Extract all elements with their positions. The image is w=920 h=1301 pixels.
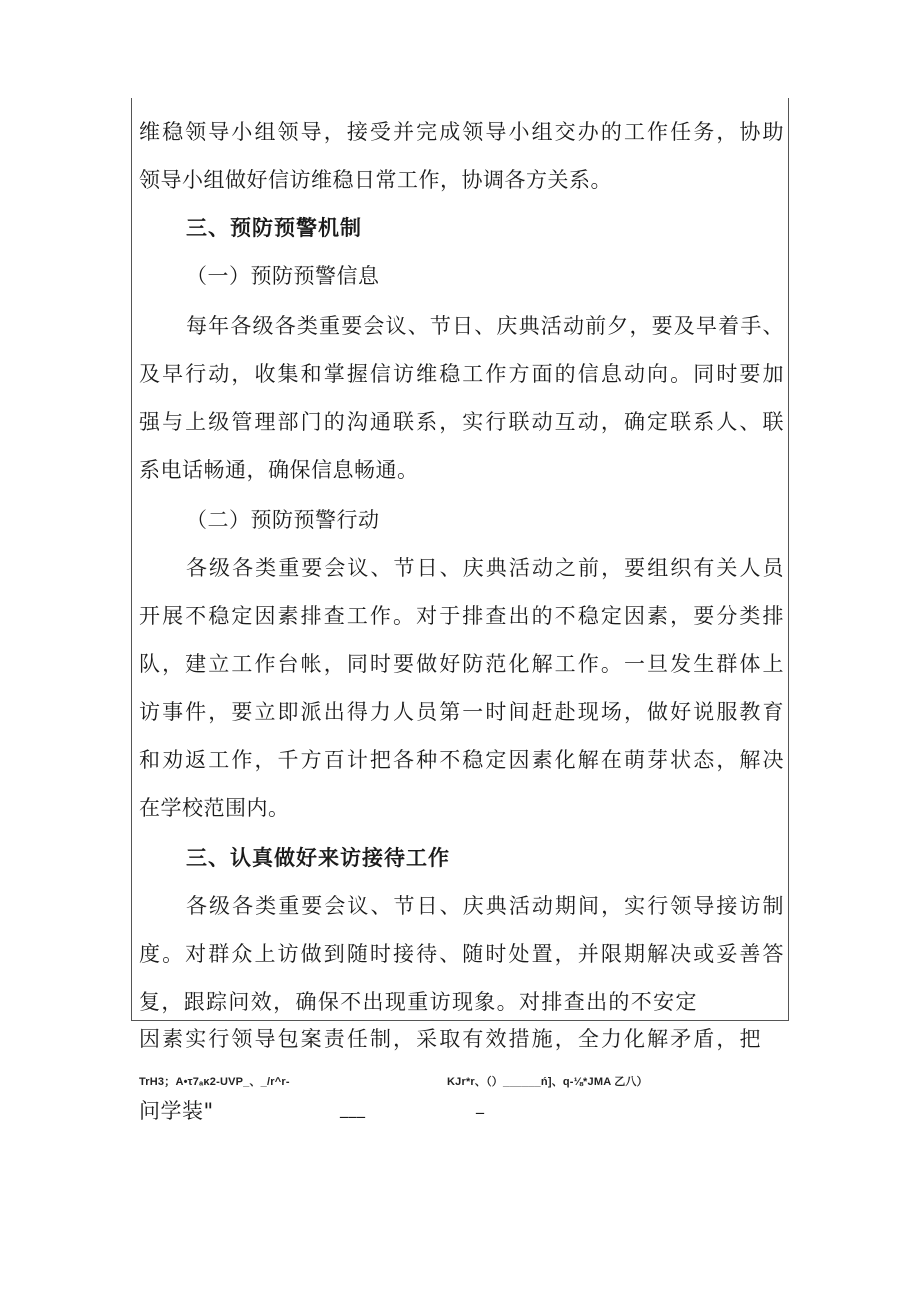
paragraph-line: 强与上级管理部门的沟通联系，实行联动互动，确定联系人、联 bbox=[139, 410, 784, 434]
underline-mark: ___ bbox=[340, 1099, 366, 1118]
paragraph-line: 访事件，要立即派出得力人员第一时间赶赴现场，做好说服教育 bbox=[139, 700, 784, 724]
paragraph-line: 在学校范围内。 bbox=[139, 796, 290, 820]
paragraph-line: 复，跟踪问效，确保不出现重访现象。对排查出的不安定 bbox=[139, 990, 697, 1014]
subsection-heading-1: （一）预防预警信息 bbox=[186, 264, 380, 288]
paragraph-line: 各级各类重要会议、节日、庆典活动期间，实行领导接访制 bbox=[186, 894, 784, 918]
scan-artifact-text: TrH3；A•τ7ₐκ2-UVP_、_/r^r- bbox=[139, 1076, 290, 1088]
paragraph-line: 和劝返工作，千方百计把各种不稳定因素化解在萌芽状态，解决 bbox=[139, 748, 784, 772]
body-line: 维稳领导小组领导，接受并完成领导小组交办的工作任务，协助 bbox=[139, 120, 784, 144]
paragraph-line: 每年各级各类重要会议、节日、庆典活动前夕，要及早着手、 bbox=[186, 314, 784, 338]
section-heading-3-reception: 三、认真做好来访接待工作 bbox=[186, 846, 450, 870]
paragraph-line: 队，建立工作台帐，同时要做好防范化解工作。一旦发生群体上 bbox=[139, 652, 784, 676]
paragraph-line: 及早行动，收集和掌握信访维稳工作方面的信息动向。同时要加 bbox=[139, 362, 784, 386]
scan-artifact-text: KJr*r、（）______ń]、q-⅛*JMA 乙八） bbox=[447, 1076, 648, 1088]
paragraph-line-fragment: 问学装" bbox=[139, 1099, 214, 1123]
paragraph-line-outside-frame: 因素实行领导包案责任制，采取有效措施，全力化解矛盾，把 bbox=[139, 1027, 761, 1051]
dash-mark: _ bbox=[476, 1095, 485, 1114]
section-heading-3: 三、预防预警机制 bbox=[186, 216, 362, 240]
paragraph-line: 开展不稳定因素排查工作。对于排查出的不稳定因素，要分类排 bbox=[139, 604, 784, 628]
paragraph-line: 度。对群众上访做到随时接待、随时处置，并限期解决或妥善答 bbox=[139, 942, 784, 966]
paragraph-line: 系电话畅通，确保信息畅通。 bbox=[139, 458, 419, 482]
paragraph-line: 各级各类重要会议、节日、庆典活动之前，要组织有关人员 bbox=[186, 556, 784, 580]
body-line: 领导小组做好信访维稳日常工作，协调各方关系。 bbox=[139, 168, 612, 192]
subsection-heading-2: （二）预防预警行动 bbox=[186, 508, 380, 532]
